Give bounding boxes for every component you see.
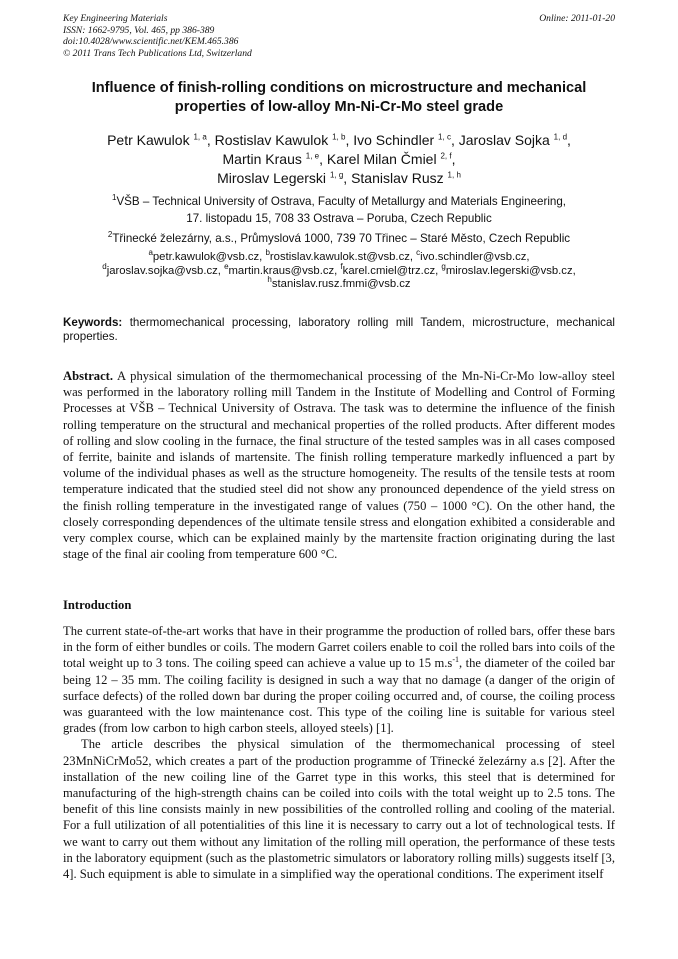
author-affiliation-mark: 1, e (305, 151, 320, 161)
emails-line-3 (40, 275, 638, 292)
author-affiliation-mark: 1, d (553, 132, 568, 142)
keywords-label: Keywords: (63, 316, 123, 329)
authors-line-2: Martin Kraus $^{1, e}$, Karel Milan Čmiel $^{2, f}$, (222, 151, 456, 167)
affiliation-1-line-1 (40, 193, 638, 210)
email-mark: e (224, 261, 229, 271)
author-name: Jaroslav Sojka (458, 132, 550, 148)
copyright-line: © 2011 Trans Tech Publications Ltd, Switzerland (63, 47, 252, 59)
author-list (40, 131, 638, 188)
keywords-block (63, 316, 615, 343)
email-address[interactable]: martin.kraus@vsb.cz, (228, 264, 338, 277)
abstract-text: A physical simulation of the thermomechanical processing of the Mn-Ni-Cr-Mo low-alloy steel was performed in the laboratory rolling mill Tandem in the Institute of Modelling and Control of Forming Processes at VŠB – Technical University of Ostrava. The task was to determine the influence of the finish rolling temperature on the structural and mechanical properties of the rolled products. After different modes of rolling and slow cooling in the furnace, the final structure of the tested samples was in all cases composed of ferrite, bainite and islands of martensite. The finish rolling temperature markedly influenced a part by volume of the individual phases as well as the structure homogeneity. The results of the tensile tests at room temperature indicated that the studied steel did not show any pronounced dependence of the yield stress on the finish rolling temperature in the investigated range of values (750 – 1000 °C). On the other hand, the closely corresponding dependences of the ultimate tensile stress and elongation exhibited a considerable and very complex course, which can be explained mainly by the martensite fraction originating during the last stage of the final air cooling from temperature 600 °C. (63, 369, 615, 562)
abstract-paragraph (63, 368, 615, 562)
affiliation-text: Třinecké železárny, a.s., Průmyslová 1000, 739 70 Třinec – Staré Město, Czech Republic (112, 232, 571, 245)
email-address[interactable]: stanislav.rusz.fmmi@vsb.cz (271, 278, 411, 290)
affiliation-1 (40, 193, 638, 227)
email-address[interactable]: petr.kawulok@vsb.cz, (152, 251, 263, 263)
email-list (40, 248, 638, 292)
author-name: Martin Kraus (222, 151, 302, 167)
email-mark: d (102, 261, 107, 271)
author-affiliation-mark: 1, h (447, 170, 461, 180)
email-mark: g (441, 261, 446, 271)
affiliation-mark: 1 (111, 193, 117, 203)
affiliation-mark: 2 (107, 230, 113, 240)
emails-line-2 (40, 261, 638, 279)
author-affiliation-mark: 1, c (438, 132, 451, 142)
author-affiliation-mark: 2, f (440, 151, 452, 161)
author-affiliation-mark: 1, a (193, 132, 207, 142)
introduction-paragraph-2: The article describes the physical simulation of the thermomechanical processing of steel 23MnNiCrMo52, which creates a part of the production programme of Třinecké železárny a.s [2]. After the installation of the new coiling line of the Garret type in this works, this steel that is determined for manufacturing of the high-strength chains can be coiled into coils with the total weight up to 2.5 tons. The benefit of this line consists mainly in new possibilities of the controlled rolling and cooling of the material. For a full utilization of all potentialities of this line it is necessary to carry out a lot of technological tests. If we want to carry out them without any limitation of the rolling mill operation, the performance of these tests in the laboratory equipment (such as the plastometric simulators or laboratory rolling mills) suggests itself [3, 4]. Such equipment is able to simulate in a simplified way the operational conditions. The experiment itself (63, 737, 615, 882)
paper-title (50, 79, 628, 117)
journal-name: Key Engineering Materials (63, 13, 168, 24)
email-address[interactable]: miroslav.legerski@vsb.cz, (445, 264, 576, 277)
paragraph-text: , the diameter of the coiled bar being 12 – 35 mm. The coiling facility is designed in such a way that no damage (a danger of the origin of surface defects) of the rolled down bar during the proper coiling occurred and, of course, the coiling process was guaranteed with the low maintenance cost. This type of the coiling line is suitable for various steel grades (from low carbon to high carbon steels, alloyed steels) [1]. (63, 656, 615, 736)
email-address[interactable]: ivo.schindler@vsb.cz, (420, 251, 530, 263)
affiliation-1-line-2: 17. listopadu 15, 708 33 Ostrava – Poruba, Czech Republic (186, 212, 492, 225)
email-mark: c (416, 248, 421, 258)
author-name: Miroslav Legerski (217, 170, 327, 186)
introduction-body (63, 623, 615, 882)
email-mark: h (267, 275, 272, 285)
author-name: Stanislav Rusz (351, 170, 444, 186)
email-address[interactable]: jaroslav.sojka@vsb.cz, (106, 264, 221, 277)
title-line-2: properties of low-alloy Mn-Ni-Cr-Mo steel grade (174, 99, 504, 115)
email-address[interactable]: rostislav.kawulok.st@vsb.cz, (269, 251, 413, 263)
abstract-block (63, 368, 615, 562)
paragraph-text: The current state-of-the-art works that have in their programme the production of rolled bars, offer these bars in the form of either bundles or coils. The modern Garret coilers enable to coil the rolled bars into coils of the total weight up to 3 tons. The coiling speed can achieve a value up to 15 m.s (63, 624, 615, 671)
section-heading-introduction: Introduction (63, 598, 132, 612)
title-line-1: Influence of finish-rolling conditions on microstructure and mechanical (91, 80, 587, 96)
authors-line-3: Miroslav Legerski $^{1, g}$, Stanislav Rusz $^{1, h}$ (217, 170, 461, 186)
author-name: Petr Kawulok (107, 132, 190, 148)
email-mark: f (340, 261, 343, 271)
affiliation-text: VŠB – Technical University of Ostrava, Faculty of Metallurgy and Materials Engineering, (116, 195, 567, 208)
emails-line-1 (40, 248, 638, 265)
email-mark: a (148, 248, 153, 258)
issn-line: ISSN: 1662-9795, Vol. 465, pp 386-389 (63, 24, 215, 36)
email-address[interactable]: karel.cmiel@trz.cz, (342, 264, 439, 277)
email-mark: b (265, 248, 270, 258)
author-affiliation-mark: 1, b (332, 132, 346, 142)
author-affiliation-mark: 1, g (329, 170, 344, 180)
author-name: Karel Milan Čmiel (326, 151, 437, 167)
running-header (63, 13, 615, 59)
doi-line: doi:10.4028/www.scientific.net/KEM.465.386 (63, 36, 239, 48)
abstract-label: Abstract. (63, 369, 114, 383)
introduction-paragraph-1 (63, 623, 615, 736)
affiliation-2 (40, 230, 638, 247)
author-name: Rostislav Kawulok (214, 132, 329, 148)
author-name: Ivo Schindler (353, 132, 435, 148)
superscript: -1 (452, 655, 459, 665)
authors-line-1: Petr Kawulok $^{1, a}$, Rostislav Kawulok $^{1, b}$, Ivo Schindler $^{1, c}$, Jaroslav Sojka $^{1, d}$, (107, 132, 571, 148)
online-date: Online: 2011-01-20 (539, 13, 615, 24)
keywords-text: thermomechanical processing, laboratory rolling mill Tandem, microstructure, mechanical properties. (63, 316, 615, 343)
